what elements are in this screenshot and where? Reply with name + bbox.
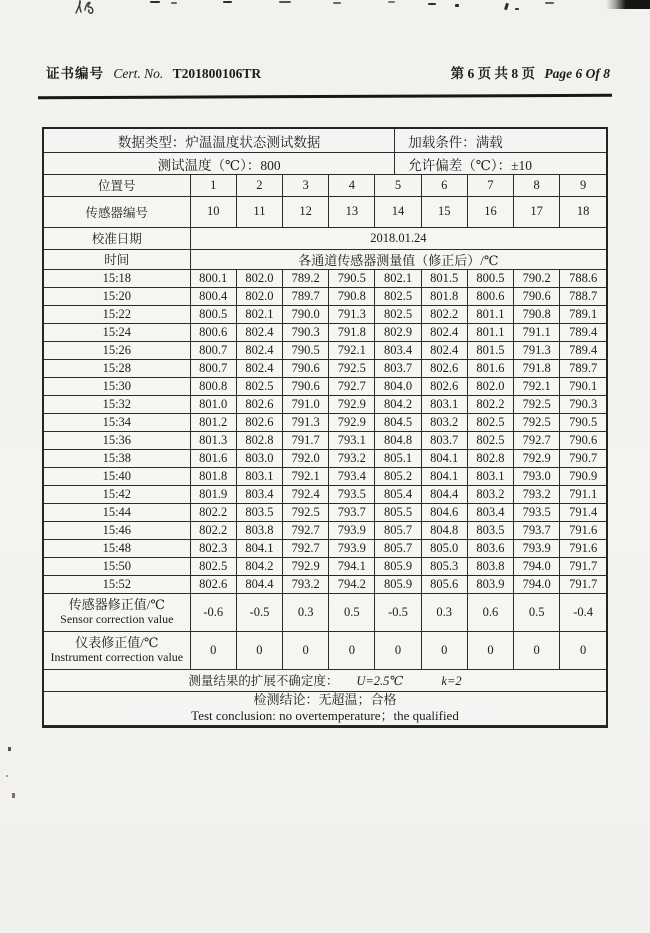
reading-value: 805.7 (375, 539, 421, 557)
reading-value: 793.5 (329, 485, 375, 503)
reading-value: 793.7 (329, 503, 375, 521)
reading-value: 805.4 (375, 485, 421, 503)
reading-value: 803.7 (421, 431, 467, 449)
sensor-cell: 14 (375, 196, 421, 227)
reading-value: 800.1 (190, 269, 236, 287)
position-cell: 5 (375, 175, 421, 196)
reading-value: 802.1 (375, 269, 421, 287)
reading-value: 802.6 (421, 377, 467, 395)
reading-value: 791.8 (514, 359, 560, 377)
position-cell: 9 (560, 175, 606, 196)
reading-value: 802.4 (236, 359, 282, 377)
reading-value: 792.1 (514, 377, 560, 395)
scan-artifact (171, 2, 177, 4)
reading-value: 802.6 (236, 413, 282, 431)
reading-value: 792.4 (283, 485, 329, 503)
reading-value: 792.7 (514, 431, 560, 449)
reading-value: 791.6 (560, 539, 606, 557)
scan-artifact (279, 1, 291, 3)
reading-value: 800.8 (190, 377, 236, 395)
certificate-number-line (46, 62, 261, 82)
sensor-correction-label-en: Sensor correction value (60, 611, 174, 626)
reading-value: 803.2 (467, 485, 513, 503)
reading-time: 15:24 (44, 323, 190, 341)
reading-value: 805.1 (375, 449, 421, 467)
calibration-date: 2018.01.24 (190, 227, 606, 249)
reading-value: 790.0 (283, 305, 329, 323)
reading-value: 802.9 (375, 323, 421, 341)
reading-time: 15:32 (44, 395, 190, 413)
sensor-correction-cell: -0.4 (560, 593, 606, 631)
reading-row (44, 521, 606, 539)
conclusion-en: Test conclusion: no overtemperature；the qualified (191, 708, 459, 724)
reading-time: 15:20 (44, 287, 190, 305)
sensor-cell: 18 (560, 196, 606, 227)
reading-value: 805.9 (375, 557, 421, 575)
conclusion-cell (44, 691, 606, 725)
reading-value: 793.4 (329, 467, 375, 485)
reading-value: 804.8 (421, 521, 467, 539)
reading-value: 804.6 (421, 503, 467, 521)
reading-value: 791.3 (514, 341, 560, 359)
load-condition-cell: 加载条件：满载 (408, 134, 503, 150)
reading-value: 804.1 (421, 467, 467, 485)
reading-value: 802.8 (236, 431, 282, 449)
reading-value: 790.9 (560, 467, 606, 485)
reading-value: 800.7 (190, 341, 236, 359)
reading-value: 793.1 (329, 431, 375, 449)
reading-value: 802.4 (236, 341, 282, 359)
reading-value: 803.4 (467, 503, 513, 521)
reading-value: 802.1 (236, 305, 282, 323)
reading-value: 802.4 (421, 323, 467, 341)
position-cell: 6 (421, 175, 467, 196)
allowed-deviation-cell: 允许偏差（℃）：±10 (408, 157, 533, 173)
reading-value: 802.0 (467, 377, 513, 395)
reading-value: 802.5 (467, 431, 513, 449)
reading-value: 790.5 (283, 341, 329, 359)
reading-value: 802.6 (190, 575, 236, 593)
reading-value: 800.6 (467, 287, 513, 305)
reading-value: 804.4 (421, 485, 467, 503)
scan-artifact (6, 775, 8, 777)
reading-value: 801.5 (421, 269, 467, 287)
instrument-correction-cell: 0 (375, 631, 421, 669)
reading-value: 790.8 (329, 287, 375, 305)
reading-value: 802.5 (375, 287, 421, 305)
reading-value: 792.5 (514, 395, 560, 413)
reading-time: 15:30 (44, 377, 190, 395)
reading-value: 793.7 (514, 521, 560, 539)
sensor-correction-cell: 0.6 (467, 593, 513, 631)
instrument-correction-cell: 0 (421, 631, 467, 669)
reading-value: 802.4 (421, 341, 467, 359)
reading-value: 801.1 (467, 323, 513, 341)
reading-time: 15:52 (44, 575, 190, 593)
reading-value: 789.4 (560, 341, 606, 359)
sensor-label: 传感器编号 (44, 196, 190, 227)
reading-value: 802.6 (421, 359, 467, 377)
reading-value: 803.1 (467, 467, 513, 485)
reading-value: 801.8 (421, 287, 467, 305)
reading-value: 791.4 (560, 503, 606, 521)
page-number-line (451, 62, 610, 82)
calibration-label: 校准日期 (44, 227, 190, 249)
reading-value: 793.2 (283, 575, 329, 593)
page-info-cn: 第 6 页 共 8 页 (450, 66, 536, 81)
reading-time: 15:34 (44, 413, 190, 431)
position-cell: 8 (514, 175, 560, 196)
reading-value: 793.5 (514, 503, 560, 521)
reading-value: 790.6 (283, 359, 329, 377)
position-cell: 1 (190, 175, 236, 196)
test-temperature-cell: 测试温度（℃）：800 (44, 153, 395, 174)
reading-value: 804.1 (236, 539, 282, 557)
reading-value: 788.6 (560, 269, 606, 287)
conclusion-row (44, 691, 606, 725)
uncertainty-k-value: k=2 (441, 674, 462, 688)
sensor-correction-cell: 0.5 (329, 593, 375, 631)
reading-value: 802.2 (190, 503, 236, 521)
reading-value: 802.0 (236, 269, 282, 287)
reading-value: 794.0 (514, 575, 560, 593)
reading-row (44, 341, 606, 359)
reading-value: 792.9 (514, 449, 560, 467)
position-label: 位置号 (44, 175, 190, 196)
sensor-row (44, 196, 606, 227)
reading-value: 793.2 (329, 449, 375, 467)
reading-time: 15:44 (44, 503, 190, 521)
reading-row (44, 485, 606, 503)
reading-value: 792.0 (283, 449, 329, 467)
reading-row (44, 503, 606, 521)
reading-value: 792.5 (329, 359, 375, 377)
sensor-cell: 12 (283, 196, 329, 227)
reading-value: 803.8 (467, 557, 513, 575)
meta-row-1 (44, 129, 606, 153)
scan-artifact-corner (606, 0, 650, 9)
sensor-correction-label-cn: 传感器修正值/℃ (68, 597, 165, 613)
scan-artifact (428, 3, 436, 5)
scan-artifact (545, 2, 554, 4)
instrument-correction-cell: 0 (190, 631, 236, 669)
reading-value: 789.7 (560, 359, 606, 377)
reading-value: 800.5 (467, 269, 513, 287)
channel-header: 各通道传感器测量值（修正后）/℃ (190, 249, 606, 269)
reading-value: 803.1 (421, 395, 467, 413)
reading-value: 803.5 (236, 503, 282, 521)
reading-value: 790.3 (283, 323, 329, 341)
time-header-row (44, 249, 606, 269)
reading-row (44, 575, 606, 593)
reading-row (44, 395, 606, 413)
reading-row (44, 323, 606, 341)
reading-value: 804.0 (375, 377, 421, 395)
reading-value: 802.5 (375, 305, 421, 323)
reading-row (44, 377, 606, 395)
scan-artifact (504, 3, 509, 11)
scan-artifact (12, 793, 15, 798)
reading-value: 790.3 (560, 395, 606, 413)
reading-value: 789.2 (283, 269, 329, 287)
reading-value: 793.9 (329, 521, 375, 539)
reading-value: 805.5 (375, 503, 421, 521)
measurement-grid (44, 175, 606, 726)
sensor-correction-cell: -0.5 (236, 593, 282, 631)
reading-value: 791.3 (329, 305, 375, 323)
reading-value: 790.5 (560, 413, 606, 431)
reading-value: 805.2 (375, 467, 421, 485)
reading-value: 790.6 (514, 287, 560, 305)
reading-value: 803.4 (375, 341, 421, 359)
conclusion-cn: 检测结论：无超温；合格 (253, 692, 397, 708)
uncertainty-cell (44, 669, 606, 691)
position-cell: 7 (467, 175, 513, 196)
reading-value: 802.2 (421, 305, 467, 323)
reading-value: 791.7 (283, 431, 329, 449)
reading-value: 792.1 (329, 341, 375, 359)
reading-value: 800.4 (190, 287, 236, 305)
reading-value: 805.6 (421, 575, 467, 593)
sensor-correction-cell: 0.3 (283, 593, 329, 631)
reading-value: 801.5 (467, 341, 513, 359)
reading-value: 804.2 (375, 395, 421, 413)
reading-value: 803.0 (236, 449, 282, 467)
reading-value: 789.7 (283, 287, 329, 305)
reading-value: 802.2 (190, 521, 236, 539)
scan-artifact (8, 747, 11, 751)
reading-value: 801.0 (190, 395, 236, 413)
reading-value: 791.7 (560, 575, 606, 593)
time-label: 时间 (44, 249, 190, 269)
reading-value: 801.1 (467, 305, 513, 323)
sensor-cell: 10 (190, 196, 236, 227)
reading-value: 790.8 (514, 305, 560, 323)
reading-value: 794.1 (329, 557, 375, 575)
sensor-cell: 13 (329, 196, 375, 227)
sensor-cell: 16 (467, 196, 513, 227)
reading-value: 800.5 (190, 305, 236, 323)
reading-value: 805.9 (375, 575, 421, 593)
instrument-correction-cell: 0 (329, 631, 375, 669)
sensor-correction-cell: -0.6 (190, 593, 236, 631)
instrument-correction-label-en: Instrument correction value (50, 649, 184, 664)
reading-value: 801.2 (190, 413, 236, 431)
cert-number: T201800106TR (172, 66, 262, 81)
instrument-correction-cell: 0 (514, 631, 560, 669)
sensor-correction-label (44, 593, 190, 631)
reading-value: 803.7 (375, 359, 421, 377)
scan-artifact (455, 4, 459, 7)
instrument-correction-cell: 0 (467, 631, 513, 669)
scan-artifact (515, 8, 519, 10)
reading-value: 790.1 (560, 377, 606, 395)
reading-value: 792.7 (283, 539, 329, 557)
position-row (44, 175, 606, 196)
reading-time: 15:18 (44, 269, 190, 287)
reading-value: 803.9 (467, 575, 513, 593)
meta-row-2 (44, 153, 606, 175)
sensor-cell: 15 (421, 196, 467, 227)
reading-value: 790.6 (560, 431, 606, 449)
scan-artifact (333, 2, 341, 4)
reading-time: 15:48 (44, 539, 190, 557)
reading-value: 793.0 (514, 467, 560, 485)
reading-value: 788.7 (560, 287, 606, 305)
reading-value: 803.6 (467, 539, 513, 557)
reading-row (44, 467, 606, 485)
reading-value: 791.8 (329, 323, 375, 341)
sensor-correction-cell: -0.5 (375, 593, 421, 631)
sensor-correction-cell: 0.3 (421, 593, 467, 631)
reading-value: 803.1 (236, 467, 282, 485)
page-info-en: Page 6 Of 8 (544, 66, 610, 81)
uncertainty-label: 测量结果的扩展不确定度： (188, 674, 339, 688)
uncertainty-u-value: U=2.5℃ (356, 674, 404, 688)
reading-value: 802.2 (467, 395, 513, 413)
reading-value: 791.0 (283, 395, 329, 413)
position-cell: 2 (236, 175, 282, 196)
reading-value: 790.7 (560, 449, 606, 467)
sensor-cell: 17 (514, 196, 560, 227)
scan-artifact (150, 1, 160, 3)
reading-value: 804.2 (236, 557, 282, 575)
reading-time: 15:42 (44, 485, 190, 503)
reading-value: 802.5 (190, 557, 236, 575)
reading-value: 800.6 (190, 323, 236, 341)
instrument-correction-cell: 0 (283, 631, 329, 669)
reading-value: 792.5 (283, 503, 329, 521)
reading-value: 801.6 (190, 449, 236, 467)
reading-value: 804.8 (375, 431, 421, 449)
reading-row (44, 557, 606, 575)
readings-body (44, 269, 606, 593)
instrument-correction-label-cn: 仪表修正值/℃ (75, 635, 159, 651)
reading-value: 792.9 (283, 557, 329, 575)
reading-value: 792.9 (329, 395, 375, 413)
reading-row (44, 449, 606, 467)
position-cell: 3 (283, 175, 329, 196)
reading-value: 802.6 (236, 395, 282, 413)
reading-time: 15:38 (44, 449, 190, 467)
reading-value: 791.1 (514, 323, 560, 341)
scan-artifact-handwriting (72, 0, 102, 15)
reading-value: 792.7 (283, 521, 329, 539)
reading-value: 789.1 (560, 305, 606, 323)
uncertainty-row (44, 669, 606, 691)
sensor-correction-cell: 0.5 (514, 593, 560, 631)
reading-value: 802.4 (236, 323, 282, 341)
reading-value: 803.5 (467, 521, 513, 539)
reading-value: 802.5 (236, 377, 282, 395)
reading-row (44, 539, 606, 557)
reading-value: 801.9 (190, 485, 236, 503)
reading-value: 803.4 (236, 485, 282, 503)
scan-artifact (223, 1, 232, 3)
reading-time: 15:46 (44, 521, 190, 539)
reading-time: 15:26 (44, 341, 190, 359)
reading-value: 793.9 (514, 539, 560, 557)
reading-value: 801.6 (467, 359, 513, 377)
cert-label-en: Cert. No. (113, 66, 164, 81)
scan-artifact (388, 1, 395, 3)
reading-value: 802.5 (467, 413, 513, 431)
reading-value: 805.3 (421, 557, 467, 575)
reading-value: 792.7 (329, 377, 375, 395)
reading-time: 15:40 (44, 467, 190, 485)
reading-value: 789.4 (560, 323, 606, 341)
reading-time: 15:36 (44, 431, 190, 449)
reading-value: 804.5 (375, 413, 421, 431)
instrument-correction-label (44, 631, 190, 669)
reading-row (44, 287, 606, 305)
reading-value: 805.7 (375, 521, 421, 539)
reading-value: 792.1 (283, 467, 329, 485)
instrument-correction-cell: 0 (236, 631, 282, 669)
reading-value: 803.2 (421, 413, 467, 431)
reading-row (44, 413, 606, 431)
reading-row (44, 359, 606, 377)
reading-value: 792.5 (514, 413, 560, 431)
reading-row (44, 269, 606, 287)
reading-value: 805.0 (421, 539, 467, 557)
header-divider-rule (38, 94, 612, 100)
reading-time: 15:50 (44, 557, 190, 575)
calibration-row (44, 227, 606, 249)
reading-value: 791.3 (283, 413, 329, 431)
reading-time: 15:22 (44, 305, 190, 323)
reading-value: 791.7 (560, 557, 606, 575)
reading-value: 803.8 (236, 521, 282, 539)
reading-value: 790.6 (283, 377, 329, 395)
reading-value: 791.6 (560, 521, 606, 539)
reading-value: 804.4 (236, 575, 282, 593)
reading-value: 794.2 (329, 575, 375, 593)
reading-value: 804.1 (421, 449, 467, 467)
reading-value: 792.9 (329, 413, 375, 431)
reading-value: 802.0 (236, 287, 282, 305)
reading-value: 793.9 (329, 539, 375, 557)
reading-value: 800.7 (190, 359, 236, 377)
reading-value: 801.8 (190, 467, 236, 485)
reading-row (44, 305, 606, 323)
page-header (46, 62, 610, 82)
reading-value: 790.2 (514, 269, 560, 287)
test-data-table (42, 127, 608, 728)
cert-label-cn: 证书编号 (46, 66, 104, 81)
instrument-correction-row (44, 631, 606, 669)
reading-value: 790.5 (329, 269, 375, 287)
sensor-cell: 11 (236, 196, 282, 227)
instrument-correction-cell: 0 (560, 631, 606, 669)
reading-value: 794.0 (514, 557, 560, 575)
reading-row (44, 431, 606, 449)
reading-value: 802.8 (467, 449, 513, 467)
data-type-cell: 数据类型：炉温温度状态测试数据 (44, 129, 395, 152)
reading-value: 801.3 (190, 431, 236, 449)
reading-value: 802.3 (190, 539, 236, 557)
reading-time: 15:28 (44, 359, 190, 377)
reading-value: 791.1 (560, 485, 606, 503)
reading-value: 793.2 (514, 485, 560, 503)
position-cell: 4 (329, 175, 375, 196)
sensor-correction-row (44, 593, 606, 631)
